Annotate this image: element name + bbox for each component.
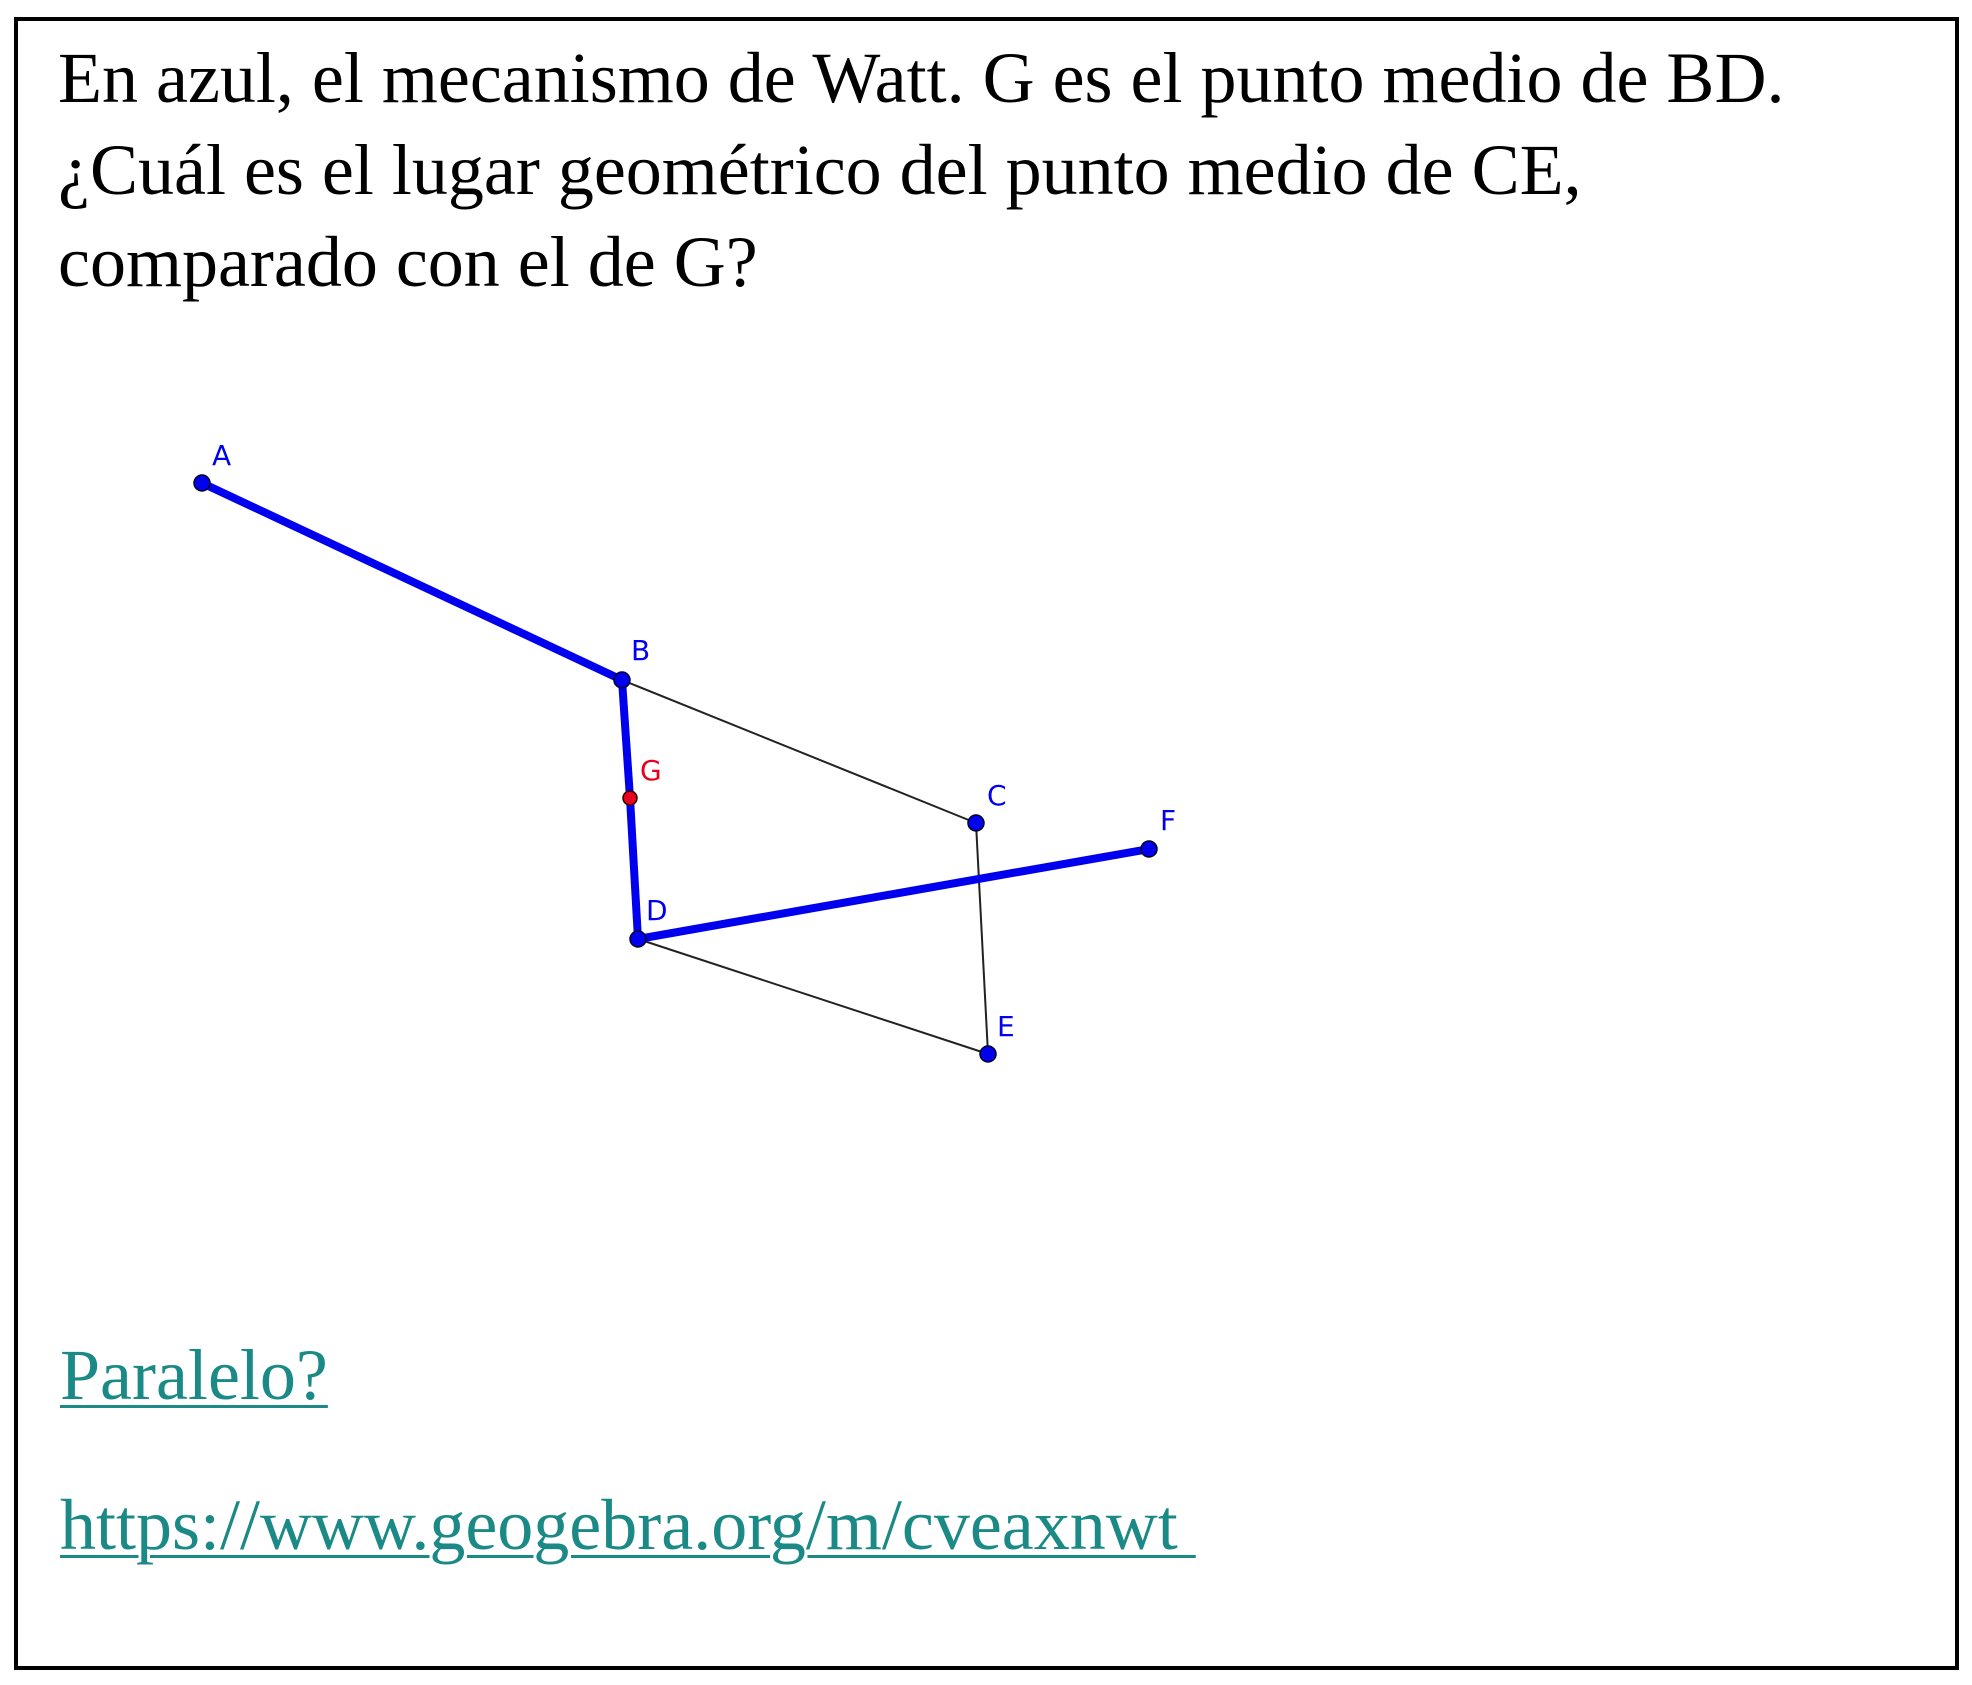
geogebra-url-link[interactable]: https://www.geogebra.org/m/cveaxnwt (60, 1485, 1196, 1565)
point-a[interactable] (194, 475, 210, 491)
point-g[interactable] (623, 791, 637, 805)
segment-ab (202, 483, 622, 680)
segment-df (638, 849, 1149, 939)
label-e: E (997, 1010, 1015, 1043)
question-line-2: ¿Cuál es el lugar geométrico del punto medio de CE, (58, 130, 1582, 210)
label-g: G (640, 754, 662, 787)
point-b[interactable] (614, 672, 630, 688)
question-line-3: comparado con el de G? (58, 222, 758, 302)
segment-bg (622, 680, 630, 798)
segment-bc (622, 680, 976, 823)
label-f: F (1160, 804, 1177, 837)
point-e[interactable] (980, 1046, 996, 1062)
point-f[interactable] (1141, 841, 1157, 857)
label-b: B (631, 634, 651, 667)
segment-gd (630, 798, 638, 939)
point-c[interactable] (968, 815, 984, 831)
question-line-1: En azul, el mecanismo de Watt. G es el punto medio de BD. (58, 38, 1785, 118)
point-d[interactable] (630, 931, 646, 947)
paralelo-link[interactable]: Paralelo? (60, 1335, 328, 1415)
label-d: D (646, 894, 668, 927)
segment-ce (976, 823, 988, 1054)
label-c: C (987, 779, 1007, 812)
label-a: A (212, 439, 232, 472)
segment-de (638, 939, 988, 1054)
